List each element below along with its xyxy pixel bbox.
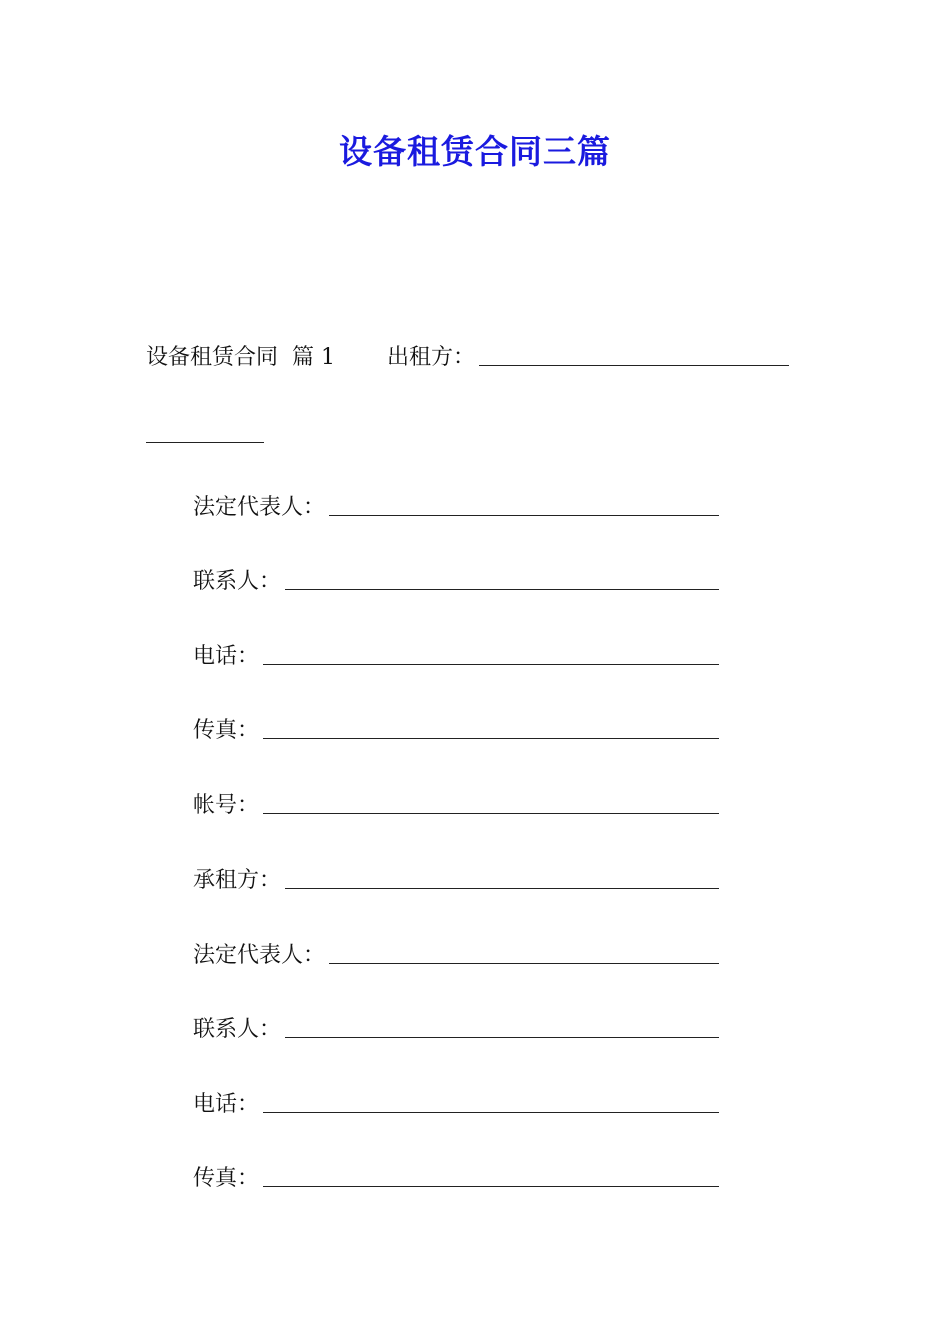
section-number: 篇 1 (292, 345, 336, 370)
field-label: 传真： (193, 1166, 260, 1191)
lessor-contact-field (193, 567, 719, 597)
field-label: 联系人： (193, 569, 282, 594)
field-blank-line (285, 887, 719, 889)
field-blank-line (329, 514, 719, 516)
lessee-fax-field (193, 1164, 719, 1194)
field-blank-line (263, 1185, 719, 1187)
field-blank-line (285, 1036, 719, 1038)
lessee-contact-field (193, 1015, 719, 1045)
field-blank-line (263, 737, 719, 739)
lessor-fax-field (193, 716, 719, 746)
field-label: 帐号： (193, 793, 260, 818)
field-label: 传真： (193, 718, 260, 743)
lessor-phone-field (193, 642, 719, 672)
lessor-blank-line-continued (146, 442, 264, 443)
field-blank-line (285, 588, 719, 590)
field-label: 电话： (193, 1092, 260, 1117)
field-blank-line (263, 663, 719, 665)
section-heading-row (146, 343, 808, 373)
field-label: 承租方： (193, 868, 282, 893)
lessor-label: 出租方： (387, 345, 476, 370)
document-title: 设备租赁合同三篇 (339, 132, 611, 171)
field-label: 法定代表人： (193, 943, 326, 968)
field-label: 法定代表人： (193, 495, 326, 520)
lessor-legal-rep-field (193, 493, 719, 523)
lessee-field (193, 866, 719, 896)
field-blank-line (263, 1111, 719, 1113)
field-blank-line (263, 812, 719, 814)
lessee-legal-rep-field (193, 941, 719, 971)
section-title: 设备租赁合同 (146, 345, 279, 370)
field-blank-line (329, 962, 719, 964)
field-label: 联系人： (193, 1017, 282, 1042)
field-label: 电话： (193, 644, 260, 669)
lessor-blank-line (479, 364, 789, 366)
lessor-account-field (193, 791, 719, 821)
lessee-phone-field (193, 1090, 719, 1120)
